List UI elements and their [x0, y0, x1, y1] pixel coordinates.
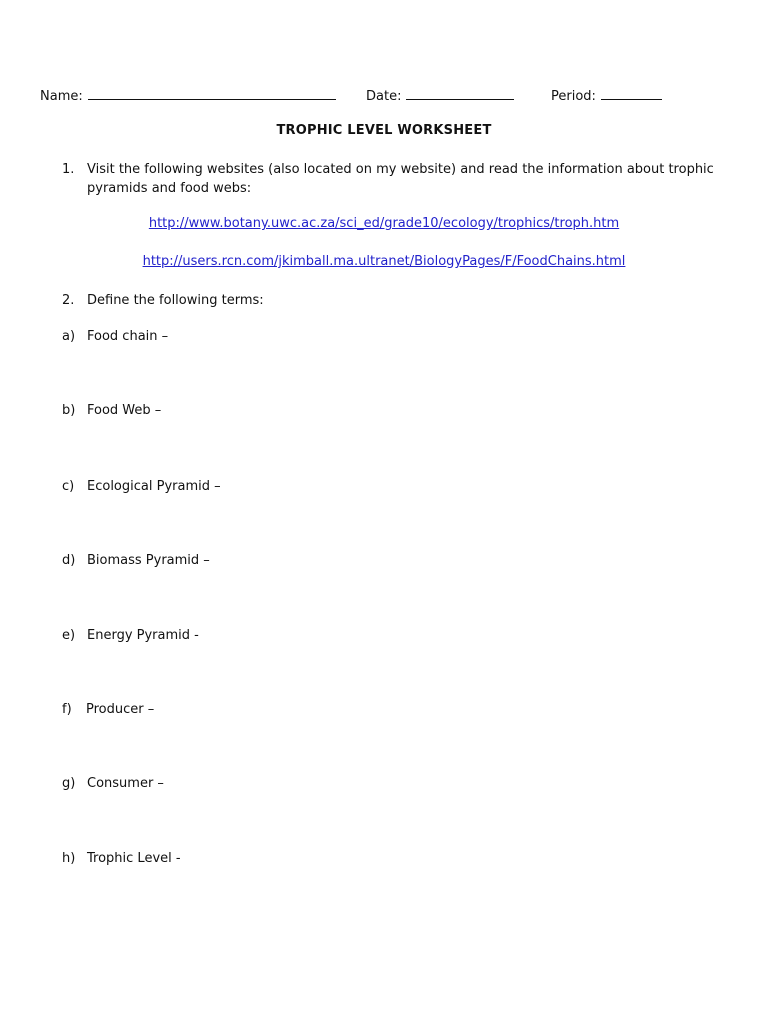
date-blank-line[interactable] [406, 87, 514, 100]
period-label: Period: [551, 89, 596, 104]
term-letter: f) [62, 702, 72, 717]
term-label: Trophic Level - [87, 851, 181, 866]
term-letter: c) [62, 479, 75, 494]
term-label: Consumer – [87, 776, 164, 791]
name-blank-line[interactable] [88, 87, 336, 100]
term-letter: e) [62, 628, 76, 643]
term-label: Biomass Pyramid – [87, 553, 210, 568]
term-label: Food Web – [87, 403, 162, 418]
question-1-number: 1. [62, 162, 75, 177]
term-label: Producer – [86, 702, 155, 717]
name-field[interactable] [40, 87, 336, 105]
botany-website-link[interactable]: http://www.botany.uwc.ac.za/sci_ed/grade10/ecology/trophics/troph.htm [148, 216, 620, 231]
name-label: Name: [40, 89, 83, 104]
question-2-text: Define the following terms: [87, 293, 264, 308]
period-field[interactable] [551, 87, 662, 105]
worksheet-title: TROPHIC LEVEL WORKSHEET [276, 123, 492, 138]
foodchains-website-link[interactable]: http://users.rcn.com/jkimball.ma.ultranet/BiologyPages/F/FoodChains.html [142, 254, 626, 269]
term-label: Energy Pyramid - [87, 628, 199, 643]
term-letter: a) [62, 329, 76, 344]
term-letter: g) [62, 776, 76, 791]
question-2-number: 2. [62, 293, 75, 308]
term-letter: b) [62, 403, 76, 418]
term-letter: d) [62, 553, 76, 568]
question-1-text: Visit the following websites (also located on my website) and read the information about trophic pyramids and food webs: [87, 162, 714, 196]
term-letter: h) [62, 851, 76, 866]
term-label: Ecological Pyramid – [87, 479, 221, 494]
period-blank-line[interactable] [601, 87, 662, 100]
date-field[interactable] [366, 87, 514, 105]
date-label: Date: [366, 89, 402, 104]
term-label: Food chain – [87, 329, 169, 344]
